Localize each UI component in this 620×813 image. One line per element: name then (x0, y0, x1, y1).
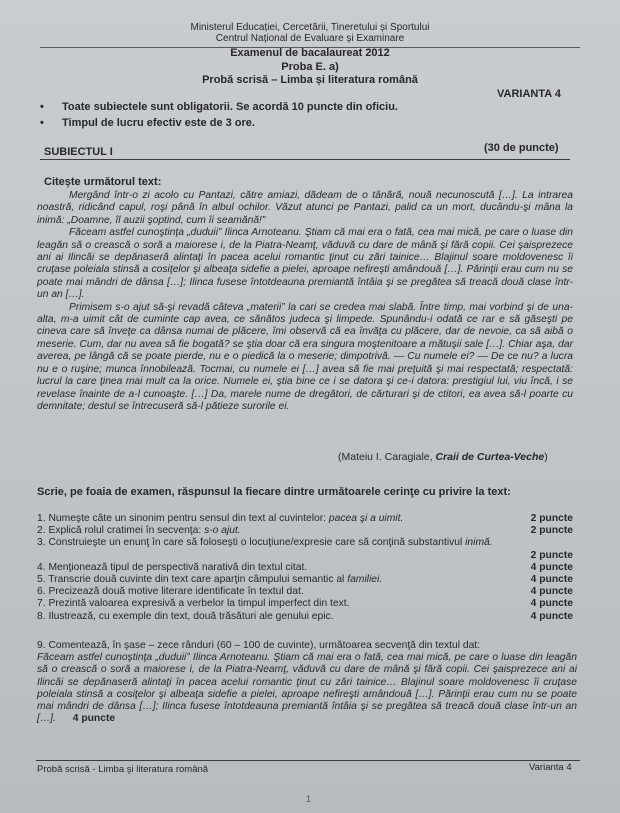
requirement-points: 2 puncte (530, 513, 573, 524)
passage-paragraph: Primisem s-o ajut să-şi revadă câteva „materii” la cari se credea mai slabă. Între timp, mai vorbind şi de una-alta, m-a uimit cât de cuminte cap avea, ce sănătos judeca şi limpede. Spunându-i odată ce rar e să găseşti pe cineva care să înveţe ca dânsa numai de plăcere, îmi observă că ea învăţa cu plăcere, dar de nevoie, ca să aibă o meserie. Cum, dar nu avea să fie bogată? se ştia doar că era singura moştenitoare a mătuşii sale […]. Chiar aşa, dar averea, pe lângă că se poate pierde, nu e o piedică la o meserie; dimpotrivă. — Cu numele ei? — De ce nu? a lucra nu e o ruşine; munca înnobilează. Tocmai, cu numele ei […] avea să fie mai preţuită şi mai respectată; respectată: lucrul la care ţinea mai mult ca la orice. Numele ei, ştia bine ce i se datora şi ce-i datora: prestigiul lui, viu încă, i se revelase înainte de a-l cunoaşte. […] Da, marele nume de dregători, de cărturari şi de ctitori, ea avea să-l poarte cu demnitate; destul se întrecuseră să-l pătieze surorile ei. (37, 301, 573, 412)
requirements-list (37, 513, 577, 623)
footer-rule (36, 760, 580, 761)
requirement-points-row (37, 550, 577, 562)
ministry-name: Ministerul Educației, Cercetării, Tineretului și Sportului (190, 22, 430, 33)
requirement-item: 7. Prezintă valoarea expresivă a verbelor la timpul imperfect din text. 4 puncte (37, 598, 573, 610)
requirement-9-excerpt: Făceam astfel cunoştinţa „duduii” Ilinca Arnoteanu. Ştiam că mai era o fată, cea mai mică, pe care o luase din leagăn să o crească o soră a maiorese i, de la Piatra-Neamţ, văduvă cu dare de mână şi fără copii. Cei şaisprezece ani ai Ilincăi se depănaseră alintaţi în pacea acelui romantic ţinut cu zări tainice… Blajinul soare moldovenesc îi cruţase poleiala stinsă a cosiţelor şi albeaţa sidefie a pielei, aproape nefireşti amândouă […]. Părinţii erau cum nu se poate mai mândri de dânsa […]; Ilinca fusese întotdeauna premiantă întâia şi se pregătea să treacă două clase într-un an […]. (37, 652, 577, 725)
center-name: Centrul Național de Evaluare și Examinare (215, 33, 405, 44)
rule-item: • Timpul de lucru efectiv este de 3 ore. (40, 117, 255, 129)
task-instruction: Scrie, pe foaia de examen, răspunsul la fiecare dintre următoarele cerinţe cu privire la text: (37, 486, 511, 498)
section-title: SUBIECTUL I (44, 146, 113, 158)
source-citation: (Mateiu I. Caragiale, Craii de Curtea-Veche) (338, 451, 548, 463)
subject-title: Probă scrisă – Limba și literatura română (202, 74, 418, 86)
requirement-points: 2 puncte (530, 549, 573, 561)
requirement-points: 2 puncte (530, 525, 573, 537)
variant-label: VARIANTA 4 (497, 88, 561, 100)
requirement-item: 6. Precizează două motive literare identificate în textul dat. 4 puncte (37, 586, 573, 598)
page-number: 1 (306, 794, 312, 804)
section-points: (30 de puncte) (484, 142, 559, 154)
source-title: Craii de Curtea-Veche (435, 451, 545, 463)
footer-right: Varianta 4 (529, 762, 572, 773)
bullet-icon: • (40, 101, 44, 113)
requirement-points: 4 puncte (530, 586, 573, 598)
requirement-9 (37, 640, 577, 725)
requirement-points: 4 puncte (72, 713, 116, 725)
proba-label: Proba E. a) (281, 61, 339, 73)
read-instruction: Citește următorul text: (44, 176, 162, 188)
requirement-item: 2. Explică rolul cratimei în secvenţa: s-o ajut. 2 puncte (37, 525, 573, 537)
requirement-item: 1. Numeşte câte un sinonim pentru sensul din text al cuvintelor: pacea şi a uimit. 2 puncte (37, 513, 573, 524)
rule-item: • Toate subiectele sunt obligatorii. Se acordă 10 puncte din oficiu. (40, 101, 398, 113)
requirement-9-intro: 9. Comentează, în şase – zece rânduri (60 – 100 de cuvinte), următoarea secvenţă din textul dat: (37, 640, 481, 651)
requirement-item: 8. Ilustrează, cu exemple din text, două trăsături ale genului epic. 4 puncte (37, 610, 573, 622)
exam-title: Examenul de bacalaureat 2012 (230, 47, 390, 59)
section-rule (40, 159, 570, 160)
requirement-points: 4 puncte (530, 598, 573, 610)
requirement-9-excerpt-wrap (37, 652, 577, 725)
requirement-points: 4 puncte (530, 561, 573, 573)
bullet-icon: • (40, 117, 44, 129)
literary-passage (37, 190, 573, 413)
requirement-item: 4. Menţionează tipul de perspectivă narativă din textul citat. 4 puncte (37, 561, 573, 573)
requirement-points: 4 puncte (530, 610, 573, 622)
passage-paragraph: Făceam astfel cunoştinţa „duduii” Ilinca Arnoteanu. Ştiam că mai era o fată, cea mai mică, pe care o luase din leagăn să o crească o soră a maiorese i, de la Piatra-Neamţ, văduvă cu dare de mână şi fără copii. Cei şaisprezece ani ai Ilincăi se depănaseră alintaţi în pacea acelui romantic ţinut cu zări tainice… Blajinul soare moldovenesc îi cruţase poleiala stinsă a cosiţelor şi albeaţa sidefie a pielei, aproape nefireşti amândouă […]. Părinţii erau cum nu se poate mai mândri de dânsa […]; Ilinca fusese întotdeauna premiantă întâia şi se pregătea să treacă două clase într-un an […]. (37, 227, 573, 301)
requirement-item: 3. Construieşte un enunţ în care să foloseşti o locuţiune/expresie care să conţină substantivul inimă. (37, 537, 493, 549)
requirement-item: 5. Transcrie două cuvinte din text care aparţin câmpului semantic al familiei. 4 puncte (37, 573, 573, 585)
footer-left: Probă scrisă - Limba şi literatura română (37, 764, 209, 775)
passage-paragraph: Mergând într-o zi acolo cu Pantazi, către amiazi, dădeam de o tânără, nouă necunoscută […]. La intrarea noastră, ridicând capul, roşi până în albul ochilor. Văzut atunci pe Pantazi, palid ca un mort, ducându-şi mâna la inimă: „Doamne, îl auzii şoptind, cum îi seamănă!” (37, 190, 573, 226)
requirement-points: 4 puncte (530, 573, 573, 585)
